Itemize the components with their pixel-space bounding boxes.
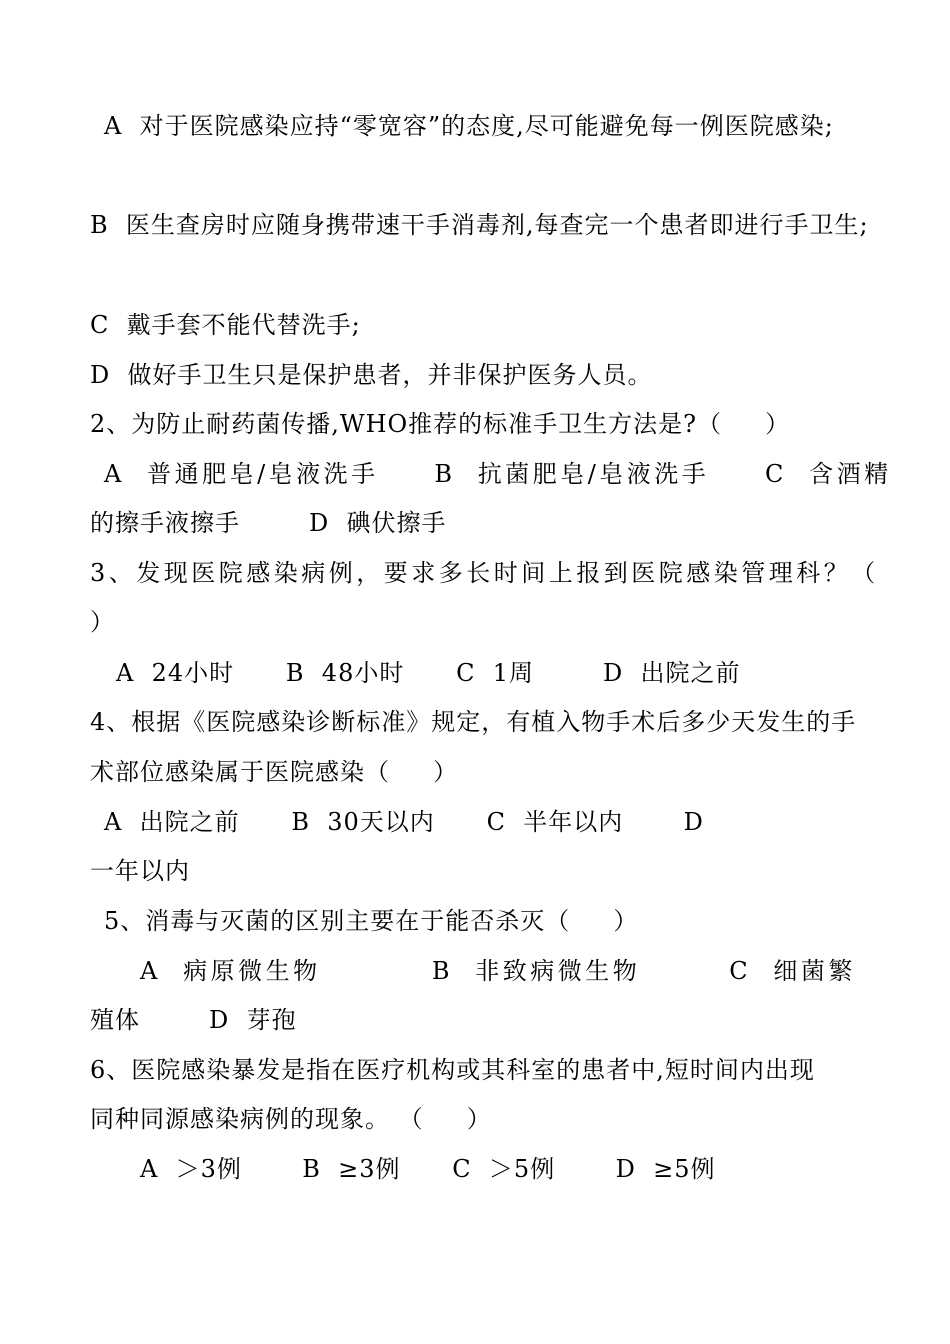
q6-stem-line1: 6、医院感染暴发是指在医疗机构或其科室的患者中,短时间内出现: [90, 1056, 815, 1084]
q5-stem: 5、消毒与灭菌的区别主要在于能否杀灭（ ）: [104, 907, 639, 935]
q2-options-line1: A 普通肥皂/皂液洗手 B 抗菌肥皂/皂液洗手 C 含酒精: [104, 460, 892, 488]
q1-option-d: D 做好手卫生只是保护患者，并非保护医务人员。: [90, 361, 653, 389]
q1-option-a: A 对于医院感染应持“零宽容”的态度,尽可能避免每一例医院感染;: [104, 112, 834, 140]
q3-stem-close: ）: [90, 608, 115, 636]
q5-options-line2: 殖体 D 芽孢: [90, 1006, 297, 1034]
q6-stem-line2: 同种同源感染病例的现象。 （ ）: [90, 1105, 492, 1133]
q1-option-b: B 医生查房时应随身携带速干手消毒剂,每查完一个患者即进行手卫生;: [90, 211, 869, 239]
q4-stem-line2: 术部位感染属于医院感染（ ）: [90, 758, 459, 786]
q1-option-c: C 戴手套不能代替洗手;: [90, 311, 361, 339]
q3-stem: 3、发现医院感染病例，要求多长时间上报到医院感染管理科？（: [90, 559, 879, 587]
q3-options: A 24小时 B 48小时 C 1周 D 出院之前: [116, 659, 741, 687]
q6-options: A ＞3例 B ≥3例 C ＞5例 D ≥5例: [140, 1155, 716, 1183]
q2-options-line2: 的擦手液擦手 D 碘伏擦手: [90, 509, 447, 537]
q4-stem-line1: 4、根据《医院感染诊断标准》规定，有植入物手术后多少天发生的手: [90, 708, 857, 736]
q2-stem: 2、为防止耐药菌传播,WHO推荐的标准手卫生方法是?（ ）: [90, 410, 791, 438]
q5-options-line1: A 病原微生物 B 非致病微生物 C 细菌繁: [140, 957, 856, 985]
q4-options-line2: 一年以内: [90, 857, 190, 885]
q4-options-line1: A 出院之前 B 30天以内 C 半年以内 D: [104, 808, 704, 836]
